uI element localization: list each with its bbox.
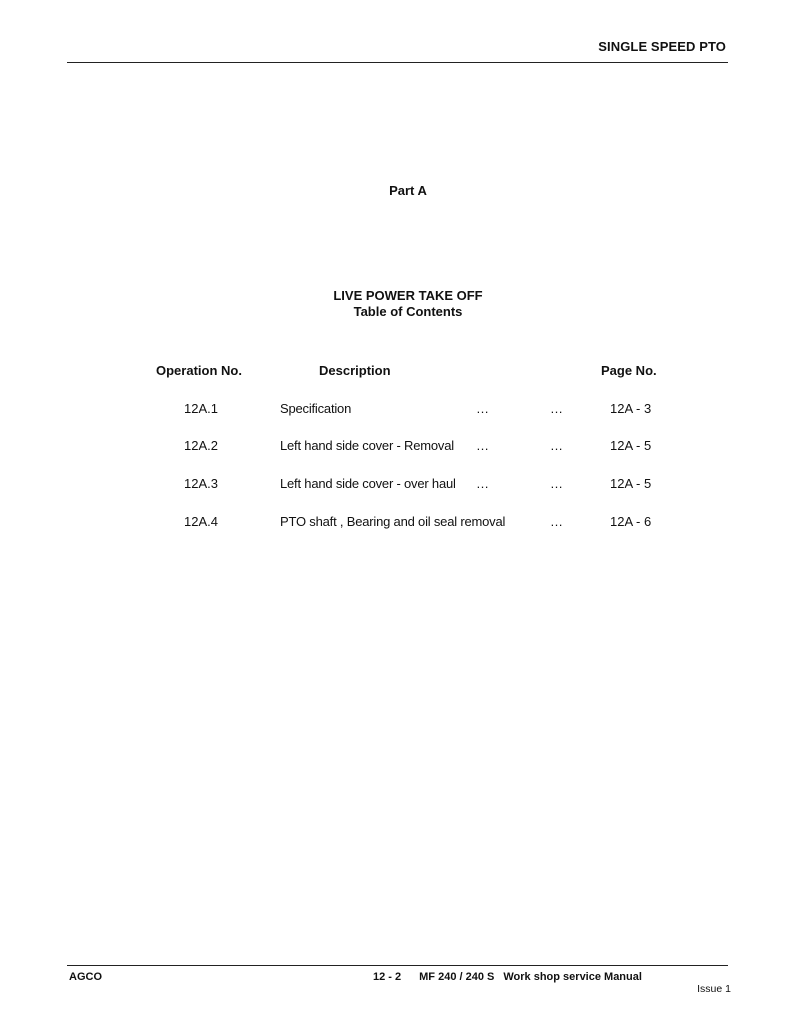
toc-description: Left hand side cover - over haul xyxy=(280,476,456,491)
toc-operation-number: 12A.4 xyxy=(184,514,218,529)
footer-issue: Issue 1 xyxy=(697,983,731,995)
section-title: SINGLE SPEED PTO xyxy=(598,39,726,54)
toc-leader-dots: … xyxy=(476,438,489,453)
toc-description: Left hand side cover - Removal xyxy=(280,438,454,453)
toc-operation-number: 12A.2 xyxy=(184,438,218,453)
toc-description: Specification xyxy=(280,401,352,416)
toc-row xyxy=(0,401,794,419)
footer-info xyxy=(373,971,642,983)
toc-row xyxy=(0,476,794,494)
footer-brand: AGCO xyxy=(69,971,102,983)
column-header-operation: Operation No. xyxy=(156,363,242,378)
footer-manual-title: Work shop service Manual xyxy=(503,971,642,983)
toc-page-number: 12A - 3 xyxy=(610,401,652,416)
document-title xyxy=(0,288,794,320)
footer-page-number: 12 - 2 xyxy=(373,971,402,983)
toc-leader-dots: … xyxy=(476,401,489,416)
footer-divider xyxy=(67,965,728,966)
footer-model: MF 240 / 240 S xyxy=(419,971,495,983)
toc-leader-dots: … xyxy=(550,401,563,416)
document-title-line2: Table of Contents xyxy=(353,304,463,319)
toc-description: PTO shaft , Bearing and oil seal removal xyxy=(280,514,506,529)
toc-operation-number: 12A.1 xyxy=(184,401,218,416)
toc-leader-dots: … xyxy=(550,476,563,491)
toc-page-number: 12A - 5 xyxy=(610,476,652,491)
toc-page-number: 12A - 6 xyxy=(610,514,652,529)
toc-leader-dots: … xyxy=(550,438,563,453)
part-label: Part A xyxy=(389,183,427,198)
toc-leader-dots: … xyxy=(476,476,489,491)
toc-operation-number: 12A.3 xyxy=(184,476,218,491)
column-header-description: Description xyxy=(319,363,391,378)
toc-page-number: 12A - 5 xyxy=(610,438,652,453)
toc-row xyxy=(0,438,794,456)
column-header-page: Page No. xyxy=(601,363,657,378)
header-divider xyxy=(67,62,728,63)
toc-leader-dots: … xyxy=(550,514,563,529)
toc-row xyxy=(0,514,794,532)
document-title-line1: LIVE POWER TAKE OFF xyxy=(333,288,483,303)
